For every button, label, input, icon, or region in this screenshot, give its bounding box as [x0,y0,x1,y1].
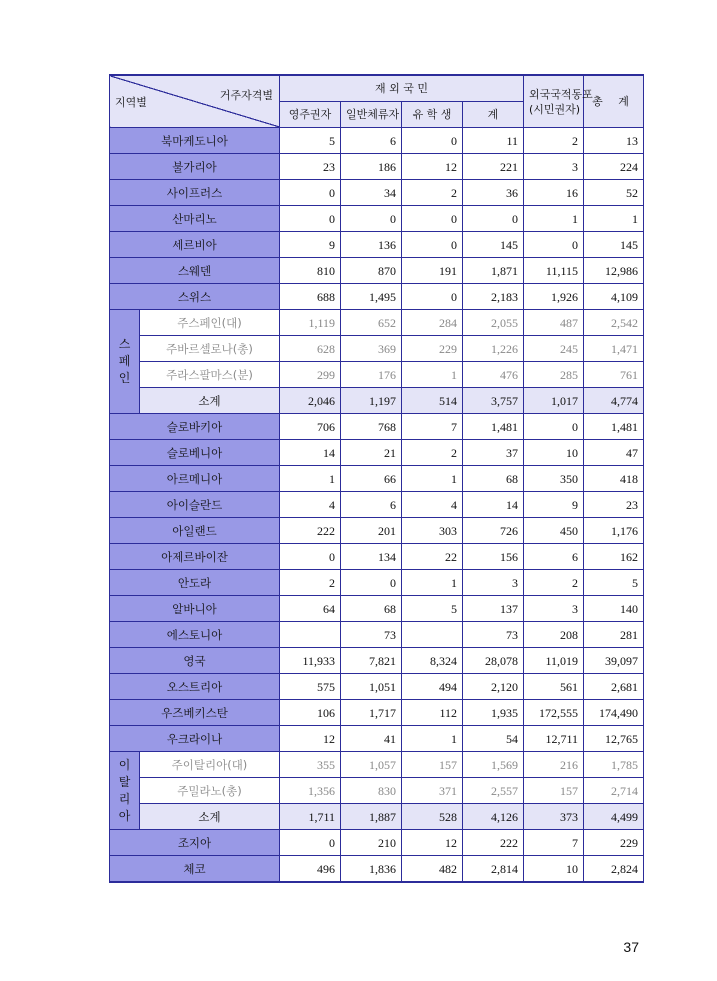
country-name: 아제르바이잔 [110,544,280,570]
general-cell: 6 [341,128,402,154]
country-name: 아르메니아 [110,466,280,492]
permanent-cell: 64 [280,596,341,622]
students-cell: 528 [402,804,463,830]
foreign-citizens-cell: 9 [524,492,584,518]
grand-total-cell: 174,490 [584,700,644,726]
country-name: 아이슬란드 [110,492,280,518]
grand-total-cell: 39,097 [584,648,644,674]
table-row [110,492,644,518]
grand-total-cell: 229 [584,830,644,856]
corner-bottom-label: 지역별 [115,96,147,109]
students-cell [402,622,463,648]
students-cell: 1 [402,466,463,492]
general-cell: 1,051 [341,674,402,700]
subtotal-header: 계 [463,102,524,128]
corner-header [110,75,280,128]
permanent-cell: 106 [280,700,341,726]
general-header: 일반체류자 [341,102,402,128]
general-cell: 1,197 [341,388,402,414]
permanent-cell: 496 [280,856,341,883]
students-cell: 8,324 [402,648,463,674]
country-name: 불가리아 [110,154,280,180]
permanent-cell [280,622,341,648]
nationals-subtotal-cell: 1,871 [463,258,524,284]
nationals-subtotal-cell: 156 [463,544,524,570]
grand-total-cell: 761 [584,362,644,388]
foreign-citizens-cell: 172,555 [524,700,584,726]
table-row [110,180,644,206]
country-name: 에스토니아 [110,622,280,648]
foreign-citizens-cell: 373 [524,804,584,830]
students-cell: 494 [402,674,463,700]
nationals-group-header: 재 외 국 민 [280,75,524,102]
foreign-header-line1: 외국국적동포 [529,87,593,101]
corner-top-label: 거주자격별 [219,89,273,102]
page-number: 37 [623,939,639,955]
grand-total-cell: 1,176 [584,518,644,544]
mission-name: 주밀라노(총) [140,778,280,804]
general-cell: 652 [341,310,402,336]
nationals-subtotal-cell: 14 [463,492,524,518]
permanent-cell: 4 [280,492,341,518]
nationals-subtotal-cell: 11 [463,128,524,154]
nationals-subtotal-cell: 2,557 [463,778,524,804]
country-name: 슬로베니아 [110,440,280,466]
foreign-citizens-cell: 0 [524,232,584,258]
permanent-cell: 1,119 [280,310,341,336]
students-cell: 0 [402,206,463,232]
grand-total-cell: 52 [584,180,644,206]
students-cell: 1 [402,362,463,388]
permanent-header: 영주권자 [280,102,341,128]
grand-total-cell: 2,714 [584,778,644,804]
table-row [110,336,644,362]
grand-total-cell: 47 [584,440,644,466]
grand-total-cell: 23 [584,492,644,518]
general-cell: 21 [341,440,402,466]
general-cell: 186 [341,154,402,180]
mission-name: 주라스팔마스(분) [140,362,280,388]
permanent-cell: 14 [280,440,341,466]
permanent-cell: 9 [280,232,341,258]
mission-name: 주이탈리아(대) [140,752,280,778]
table-row [110,284,644,310]
general-cell: 830 [341,778,402,804]
grand-total-cell: 281 [584,622,644,648]
foreign-citizens-cell: 2 [524,128,584,154]
country-name: 아일랜드 [110,518,280,544]
permanent-cell: 688 [280,284,341,310]
grand-total-cell: 140 [584,596,644,622]
permanent-cell: 706 [280,414,341,440]
general-cell: 68 [341,596,402,622]
permanent-cell: 0 [280,206,341,232]
table-row [110,778,644,804]
grand-total-cell: 418 [584,466,644,492]
students-cell: 112 [402,700,463,726]
students-cell: 191 [402,258,463,284]
nationals-subtotal-cell: 1,481 [463,414,524,440]
grand-total-cell: 12,765 [584,726,644,752]
country-name: 영국 [110,648,280,674]
table-body [110,128,644,883]
nationals-subtotal-cell: 3 [463,570,524,596]
residence-status-table [109,74,644,883]
table-row [110,232,644,258]
table-row [110,206,644,232]
general-cell: 870 [341,258,402,284]
foreign-citizens-cell: 1 [524,206,584,232]
table-row [110,154,644,180]
permanent-cell: 12 [280,726,341,752]
general-cell: 136 [341,232,402,258]
permanent-cell: 11,933 [280,648,341,674]
country-name: 슬로바키아 [110,414,280,440]
nationals-subtotal-cell: 4,126 [463,804,524,830]
grand-total-cell: 1,785 [584,752,644,778]
grand-total-cell: 224 [584,154,644,180]
country-name: 산마리노 [110,206,280,232]
grand-total-cell: 4,774 [584,388,644,414]
students-cell: 0 [402,128,463,154]
nationals-subtotal-cell: 2,183 [463,284,524,310]
students-cell: 12 [402,154,463,180]
nationals-subtotal-cell: 3,757 [463,388,524,414]
students-cell: 2 [402,440,463,466]
foreign-citizens-cell: 12,711 [524,726,584,752]
students-cell: 157 [402,752,463,778]
students-cell: 0 [402,284,463,310]
table-row [110,622,644,648]
country-group-name: 스 페 인 [110,310,140,414]
general-cell: 210 [341,830,402,856]
general-cell: 201 [341,518,402,544]
foreign-citizens-cell: 3 [524,596,584,622]
table-row [110,414,644,440]
permanent-cell: 628 [280,336,341,362]
foreign-citizens-cell: 2 [524,570,584,596]
foreign-citizens-cell: 561 [524,674,584,700]
students-cell: 0 [402,232,463,258]
students-cell: 371 [402,778,463,804]
country-name: 사이프러스 [110,180,280,206]
permanent-cell: 2,046 [280,388,341,414]
general-cell: 6 [341,492,402,518]
general-cell: 41 [341,726,402,752]
students-cell: 482 [402,856,463,883]
general-cell: 1,836 [341,856,402,883]
nationals-subtotal-cell: 145 [463,232,524,258]
country-name: 세르비아 [110,232,280,258]
foreign-citizens-cell: 1,017 [524,388,584,414]
general-cell: 1,717 [341,700,402,726]
country-group-name: 이 탈 리 아 [110,752,140,830]
general-cell: 369 [341,336,402,362]
permanent-cell: 0 [280,544,341,570]
foreign-citizens-cell: 350 [524,466,584,492]
permanent-cell: 355 [280,752,341,778]
permanent-cell: 1 [280,466,341,492]
permanent-cell: 23 [280,154,341,180]
students-cell: 2 [402,180,463,206]
table-row [110,674,644,700]
students-cell: 229 [402,336,463,362]
subtotal-row [110,388,644,414]
country-name: 북마케도니아 [110,128,280,154]
students-cell: 22 [402,544,463,570]
permanent-cell: 0 [280,180,341,206]
table-row [110,648,644,674]
foreign-citizens-cell: 10 [524,856,584,883]
grand-total-cell: 1 [584,206,644,232]
grand-total-cell: 12,986 [584,258,644,284]
foreign-citizens-cell: 245 [524,336,584,362]
general-cell: 1,887 [341,804,402,830]
subtotal-label: 소계 [140,804,280,830]
general-cell: 768 [341,414,402,440]
grand-total-cell: 2,824 [584,856,644,883]
table-row [110,440,644,466]
country-name: 조지아 [110,830,280,856]
nationals-subtotal-cell: 2,814 [463,856,524,883]
students-cell: 1 [402,726,463,752]
permanent-cell: 2 [280,570,341,596]
nationals-subtotal-cell: 68 [463,466,524,492]
grand-total-cell: 4,499 [584,804,644,830]
general-cell: 134 [341,544,402,570]
permanent-cell: 1,711 [280,804,341,830]
general-cell: 73 [341,622,402,648]
table-row [110,570,644,596]
nationals-subtotal-cell: 476 [463,362,524,388]
country-name: 체코 [110,856,280,883]
foreign-citizens-cell: 3 [524,154,584,180]
foreign-citizens-cell: 16 [524,180,584,206]
students-cell: 4 [402,492,463,518]
subtotal-row [110,804,644,830]
nationals-subtotal-cell: 37 [463,440,524,466]
foreign-header [524,75,593,128]
subtotal-label: 소계 [140,388,280,414]
grand-total-cell: 162 [584,544,644,570]
table-row [110,544,644,570]
foreign-citizens-cell: 6 [524,544,584,570]
permanent-cell: 810 [280,258,341,284]
students-cell: 12 [402,830,463,856]
table-row [110,596,644,622]
general-cell: 66 [341,466,402,492]
nationals-subtotal-cell: 36 [463,180,524,206]
table-row [110,466,644,492]
permanent-cell: 222 [280,518,341,544]
grand-total-cell: 2,681 [584,674,644,700]
grand-total-cell: 13 [584,128,644,154]
foreign-citizens-cell: 285 [524,362,584,388]
nationals-subtotal-cell: 1,935 [463,700,524,726]
grand-total-cell: 145 [584,232,644,258]
students-cell: 7 [402,414,463,440]
foreign-citizens-cell: 7 [524,830,584,856]
students-cell: 303 [402,518,463,544]
students-cell: 1 [402,570,463,596]
nationals-subtotal-cell: 73 [463,622,524,648]
nationals-subtotal-cell: 54 [463,726,524,752]
table-row [110,856,644,883]
grand-total-cell: 1,481 [584,414,644,440]
foreign-header-line2: (시민권자) [529,102,581,116]
grand-total-cell: 4,109 [584,284,644,310]
country-name: 스웨덴 [110,258,280,284]
foreign-citizens-cell: 208 [524,622,584,648]
foreign-citizens-cell: 216 [524,752,584,778]
table-row [110,518,644,544]
general-cell: 1,057 [341,752,402,778]
foreign-citizens-cell: 0 [524,414,584,440]
nationals-subtotal-cell: 0 [463,206,524,232]
general-cell: 7,821 [341,648,402,674]
foreign-citizens-cell: 487 [524,310,584,336]
table-row [110,726,644,752]
country-name: 안도라 [110,570,280,596]
students-cell: 5 [402,596,463,622]
table-row [110,310,644,336]
grand-total-cell: 5 [584,570,644,596]
permanent-cell: 5 [280,128,341,154]
general-cell: 176 [341,362,402,388]
foreign-citizens-cell: 450 [524,518,584,544]
general-cell: 34 [341,180,402,206]
students-cell: 284 [402,310,463,336]
grand-total-cell: 2,542 [584,310,644,336]
students-cell: 514 [402,388,463,414]
permanent-cell: 1,356 [280,778,341,804]
mission-name: 주바르셀로나(총) [140,336,280,362]
table-row [110,128,644,154]
grand-total-header: 총 계 [584,75,644,128]
nationals-subtotal-cell: 2,120 [463,674,524,700]
permanent-cell: 575 [280,674,341,700]
foreign-citizens-cell: 11,115 [524,258,584,284]
country-name: 우즈베키스탄 [110,700,280,726]
foreign-citizens-cell: 10 [524,440,584,466]
table-row [110,700,644,726]
table-row [110,830,644,856]
nationals-subtotal-cell: 221 [463,154,524,180]
country-name: 스위스 [110,284,280,310]
general-cell: 1,495 [341,284,402,310]
foreign-citizens-cell: 157 [524,778,584,804]
nationals-subtotal-cell: 1,226 [463,336,524,362]
table-row [110,258,644,284]
table-row [110,362,644,388]
students-header: 유 학 생 [402,102,463,128]
country-name: 오스트리아 [110,674,280,700]
grand-total-cell: 1,471 [584,336,644,362]
country-name: 알바니아 [110,596,280,622]
permanent-cell: 0 [280,830,341,856]
mission-name: 주스페인(대) [140,310,280,336]
general-cell: 0 [341,570,402,596]
nationals-subtotal-cell: 222 [463,830,524,856]
nationals-subtotal-cell: 1,569 [463,752,524,778]
nationals-subtotal-cell: 726 [463,518,524,544]
country-name: 우크라이나 [110,726,280,752]
nationals-subtotal-cell: 28,078 [463,648,524,674]
general-cell: 0 [341,206,402,232]
permanent-cell: 299 [280,362,341,388]
foreign-citizens-cell: 11,019 [524,648,584,674]
foreign-citizens-cell: 1,926 [524,284,584,310]
table-row [110,752,644,778]
nationals-subtotal-cell: 2,055 [463,310,524,336]
nationals-subtotal-cell: 137 [463,596,524,622]
